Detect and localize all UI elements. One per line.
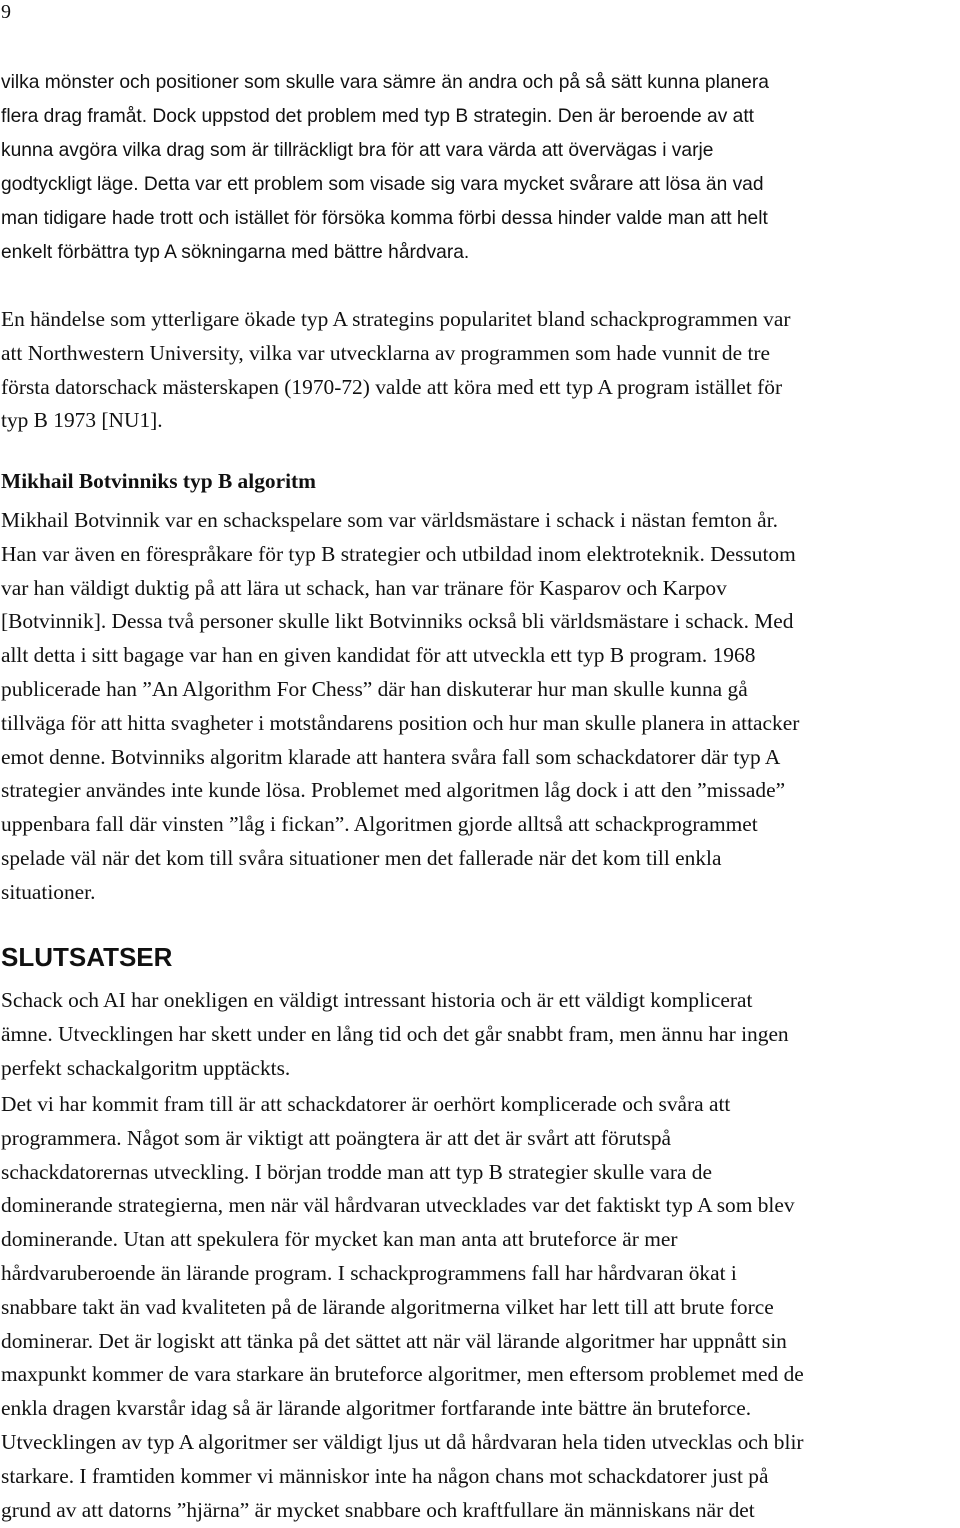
paragraph-line: publicerade han ”An Algorithm For Chess” där han diskuterar hur man skulle kunna gå	[1, 676, 748, 701]
paragraph-line: hårdvaruberoende än lärande program. I schackprogrammens fall har hårdvaran ökat i	[1, 1260, 737, 1285]
paragraph-line: Utvecklingen av typ A algoritmer ser väldigt ljus ut då hårdvaran hela tiden utvecklas och blir	[1, 1429, 804, 1454]
paragraph-line: uppenbara fall där vinsten ”låg i fickan”. Algoritmen gjorde alltså att schackprogrammet	[1, 812, 758, 837]
paragraph-line: grund av att datorns ”hjärna” är mycket snabbare och kraftfullare än människans när det	[1, 1497, 755, 1522]
paragraph-line: var han väldigt duktig på att lära ut schack, han var tränare för Kasparov och Karpov	[1, 575, 727, 600]
section-heading-slutsatser: SLUTSATSER	[1, 942, 173, 972]
paragraph-line: programmera. Något som är viktigt att poängtera är att det är svårt att förutspå	[1, 1125, 672, 1150]
paragraph-line: typ B 1973 [NU1].	[1, 408, 163, 433]
paragraph-5	[1, 1088, 955, 1527]
page-number: 9	[1, 1, 11, 23]
paragraph-line: vilka mönster och positioner som skulle vara sämre än andra och på så sätt kunna planera	[1, 72, 769, 93]
paragraph-2	[1, 303, 955, 438]
paragraph-line: godtyckligt läge. Detta var ett problem som visade sig vara mycket svårare att lösa än vad	[1, 174, 764, 195]
paragraph-4	[1, 984, 955, 1085]
paragraph-line: tillväga för att hitta svagheter i motståndarens position och hur man skulle planera in attacker	[1, 710, 800, 735]
paragraph-line: första datorschack mästerskapen (1970-72) valde att köra med ett typ A program istället för	[1, 374, 783, 399]
paragraph-1	[1, 66, 955, 270]
paragraph-line: situationer.	[1, 879, 96, 904]
paragraph-line: Han var även en förespråkare för typ B strategier och utbildad inom elektroteknik. Dessutom	[1, 541, 796, 566]
paragraph-line: [Botvinnik]. Dessa två personer skulle likt Botvinniks också bli världsmästare i schack. Med	[1, 609, 794, 634]
paragraph-line: strategier användes inte kunde lösa. Problemet med algoritmen låg dock i att den ”missade”	[1, 778, 786, 803]
paragraph-line: man tidigare hade trott och istället för försöka komma förbi dessa hinder valde man att helt	[1, 208, 768, 229]
paragraph-line: Det vi har kommit fram till är att schackdatorer är oerhört komplicerade och svåra att	[1, 1092, 731, 1116]
paragraph-line: perfekt schackalgoritm upptäckts.	[1, 1055, 291, 1080]
paragraph-line: enkelt förbättra typ A sökningarna med bättre hårdvara.	[1, 242, 470, 263]
paragraph-line: schackdatorernas utveckling. I början trodde man att typ B strategier skulle vara de	[1, 1159, 712, 1184]
paragraph-line: snabbare takt än vad kvaliteten på de lärande algoritmerna vilket har lett till att brute force	[1, 1294, 774, 1319]
paragraph-line: Schack och AI har onekligen en väldigt intressant historia och är ett väldigt komplicerat	[1, 988, 753, 1012]
paragraph-line: att Northwestern University, vilka var utvecklarna av programmen som hade vunnit de tre	[1, 340, 771, 365]
paragraph-line: dominerande. Utan att spekulera för mycket kan man anta att bruteforce är mer	[1, 1227, 678, 1252]
paragraph-line: flera drag framåt. Dock uppstod det problem med typ B strategin. Den är beroende av att	[1, 106, 754, 127]
paragraph-line: En händelse som ytterligare ökade typ A strategins popularitet bland schackprogrammen var	[1, 307, 791, 331]
paragraph-line: starkare. I framtiden kommer vi människor inte ha någon chans mot schackdatorer just på	[1, 1463, 769, 1488]
paragraph-line: dominerar. Det är logiskt att tänka på det sättet att när väl lärande algoritmer har uppnått sin	[1, 1328, 787, 1353]
paragraph-line: maxpunkt kommer de vara starkare än bruteforce algoritmer, men eftersom problemet med de	[1, 1362, 804, 1387]
paragraph-line: spelade väl när det kom till svåra situationer men det fallerade när det kom till enkla	[1, 845, 722, 870]
paragraph-line: ämne. Utvecklingen har skett under en lång tid och det går snabbt fram, men ännu har ingen	[1, 1021, 789, 1046]
paragraph-3	[1, 504, 955, 910]
paragraph-line: enkla dragen kvarstår idag så är lärande algoritmer fortfarande inte bättre än bruteforce.	[1, 1396, 752, 1421]
paragraph-line: Mikhail Botvinnik var en schackspelare som var världsmästare i schack i nästan femton år.	[1, 508, 778, 532]
paragraph-line: emot denne. Botvinniks algoritm klarade att hantera svåra fall som schackdatorer där typ A	[1, 744, 781, 769]
paragraph-line: allt detta i sitt bagage var han en given kandidat för att utveckla ett typ B program. 1968	[1, 643, 756, 668]
paragraph-line: dominerande strategierna, men när väl hårdvaran utvecklades var det faktiskt typ A som blev	[1, 1193, 795, 1218]
paragraph-line: kunna avgöra vilka drag som är tillräckligt bra för att vara värda att övervägas i varje	[1, 140, 714, 161]
section-heading-botvinnik: Mikhail Botvinniks typ B algoritm	[1, 469, 316, 493]
